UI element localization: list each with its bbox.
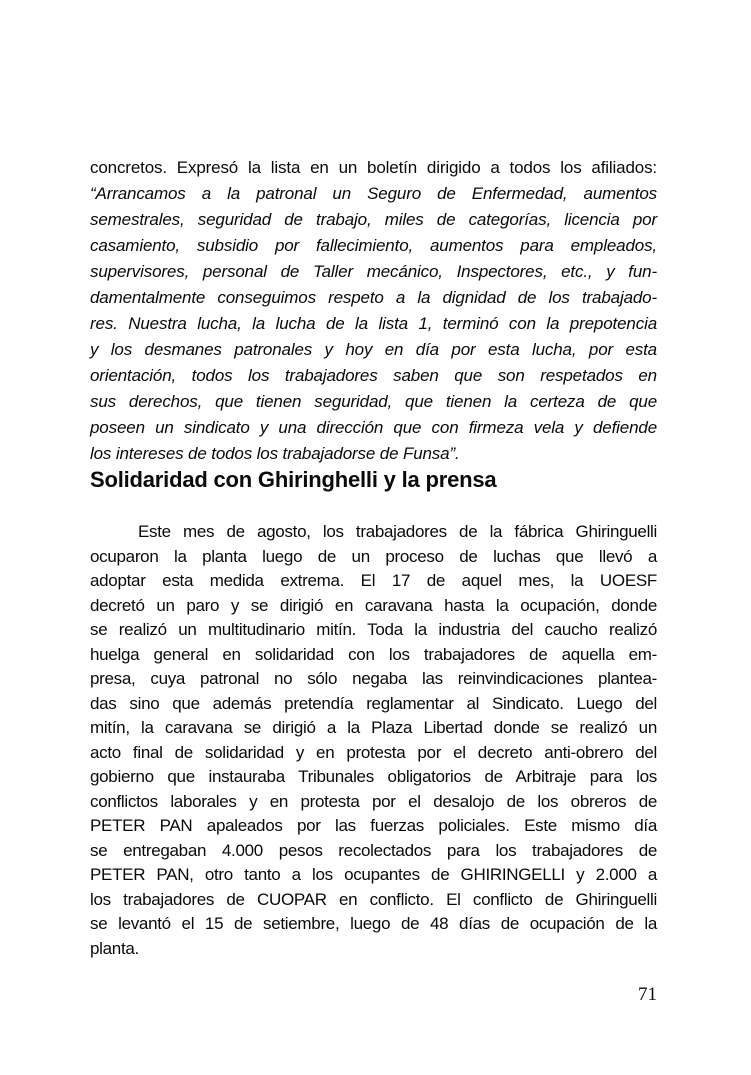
- text-line: se levantó el 15 de setiembre, luego de 48 días de ocupación de la: [90, 914, 657, 933]
- text-line: se realizó un multitudinario mitín. Toda la industria del caucho realizó: [90, 620, 657, 639]
- text-line: los intereses de todos los trabajadorse de Funsa”.: [90, 444, 460, 463]
- union-bulletin-quote: [90, 181, 657, 467]
- text-line: supervisores, personal de Taller mecánico, Inspectores, etc., y fun-: [90, 262, 657, 281]
- text-line: presa, cuya patronal no sólo negaba las reinvindicaciones plantea-: [90, 669, 657, 688]
- text-line: se entregaban 4.000 pesos recolectados para los trabajadores de: [90, 840, 657, 860]
- text-line: orientación, todos los trabajadores saben que son respetados en: [90, 366, 657, 385]
- text-line: sus derechos, que tienen seguridad, que tienen la certeza de que: [90, 392, 657, 411]
- text-line: gobierno que instauraba Tribunales obligatorios de Arbitraje para los: [90, 767, 657, 786]
- text-line: res. Nuestra lucha, la lucha de la lista 1, terminó con la prepotencia: [90, 314, 657, 333]
- page-number: 71: [638, 984, 657, 1005]
- text-line: semestrales, seguridad de trabajo, miles de categorías, licencia por: [90, 210, 657, 229]
- text-line: planta.: [90, 938, 139, 958]
- text-line: “Arrancamos a la patronal un Seguro de Enfermedad, aumentos: [90, 184, 657, 203]
- text-line: ocuparon la planta luego de un proceso de luchas que llevó a: [90, 546, 657, 566]
- text-line: casamiento, subsidio por fallecimiento, aumentos para empleados,: [90, 236, 657, 255]
- section-heading: Solidaridad con Ghiringhelli y la prensa: [90, 467, 497, 492]
- body-paragraph: [90, 520, 657, 961]
- text-line: poseen un sindicato y una dirección que con firmeza vela y defiende: [90, 418, 657, 437]
- text-line: huelga general en solidaridad con los trabajadores de aquella em-: [90, 644, 657, 664]
- text-line: PETER PAN apaleados por las fuerzas policiales. Este mismo día: [90, 816, 657, 835]
- text-line: damentalmente conseguimos respeto a la dignidad de los trabajado-: [90, 288, 657, 307]
- intro-lead-line: concretos. Expresó la lista en un boletín dirigido a todos los afiliados:: [90, 158, 657, 177]
- intro-paragraph: [90, 155, 657, 467]
- text-line: acto final de solidaridad y en protesta por el decreto anti-obrero del: [90, 742, 657, 762]
- text-line: mitín, la caravana se dirigió a la Plaza Libertad donde se realizó un: [90, 718, 657, 737]
- text-line: PETER PAN, otro tanto a los ocupantes de GHIRINGELLI y 2.000 a: [90, 865, 657, 884]
- text-line: los trabajadores de CUOPAR en conflicto. El conflicto de Ghiringuelli: [90, 889, 657, 909]
- text-line: y los desmanes patronales y hoy en día por esta lucha, por esta: [90, 340, 657, 359]
- text-line: Este mes de agosto, los trabajadores de la fábrica Ghiringuelli: [138, 522, 657, 541]
- text-line: adoptar esta medida extrema. El 17 de aquel mes, la UOESF: [90, 571, 657, 590]
- text-line: conflictos laborales y en protesta por el desalojo de los obreros de: [90, 791, 657, 811]
- text-line: das sino que además pretendía reglamentar al Sindicato. Luego del: [90, 693, 657, 713]
- text-line: decretó un paro y se dirigió en caravana hasta la ocupación, donde: [90, 595, 657, 615]
